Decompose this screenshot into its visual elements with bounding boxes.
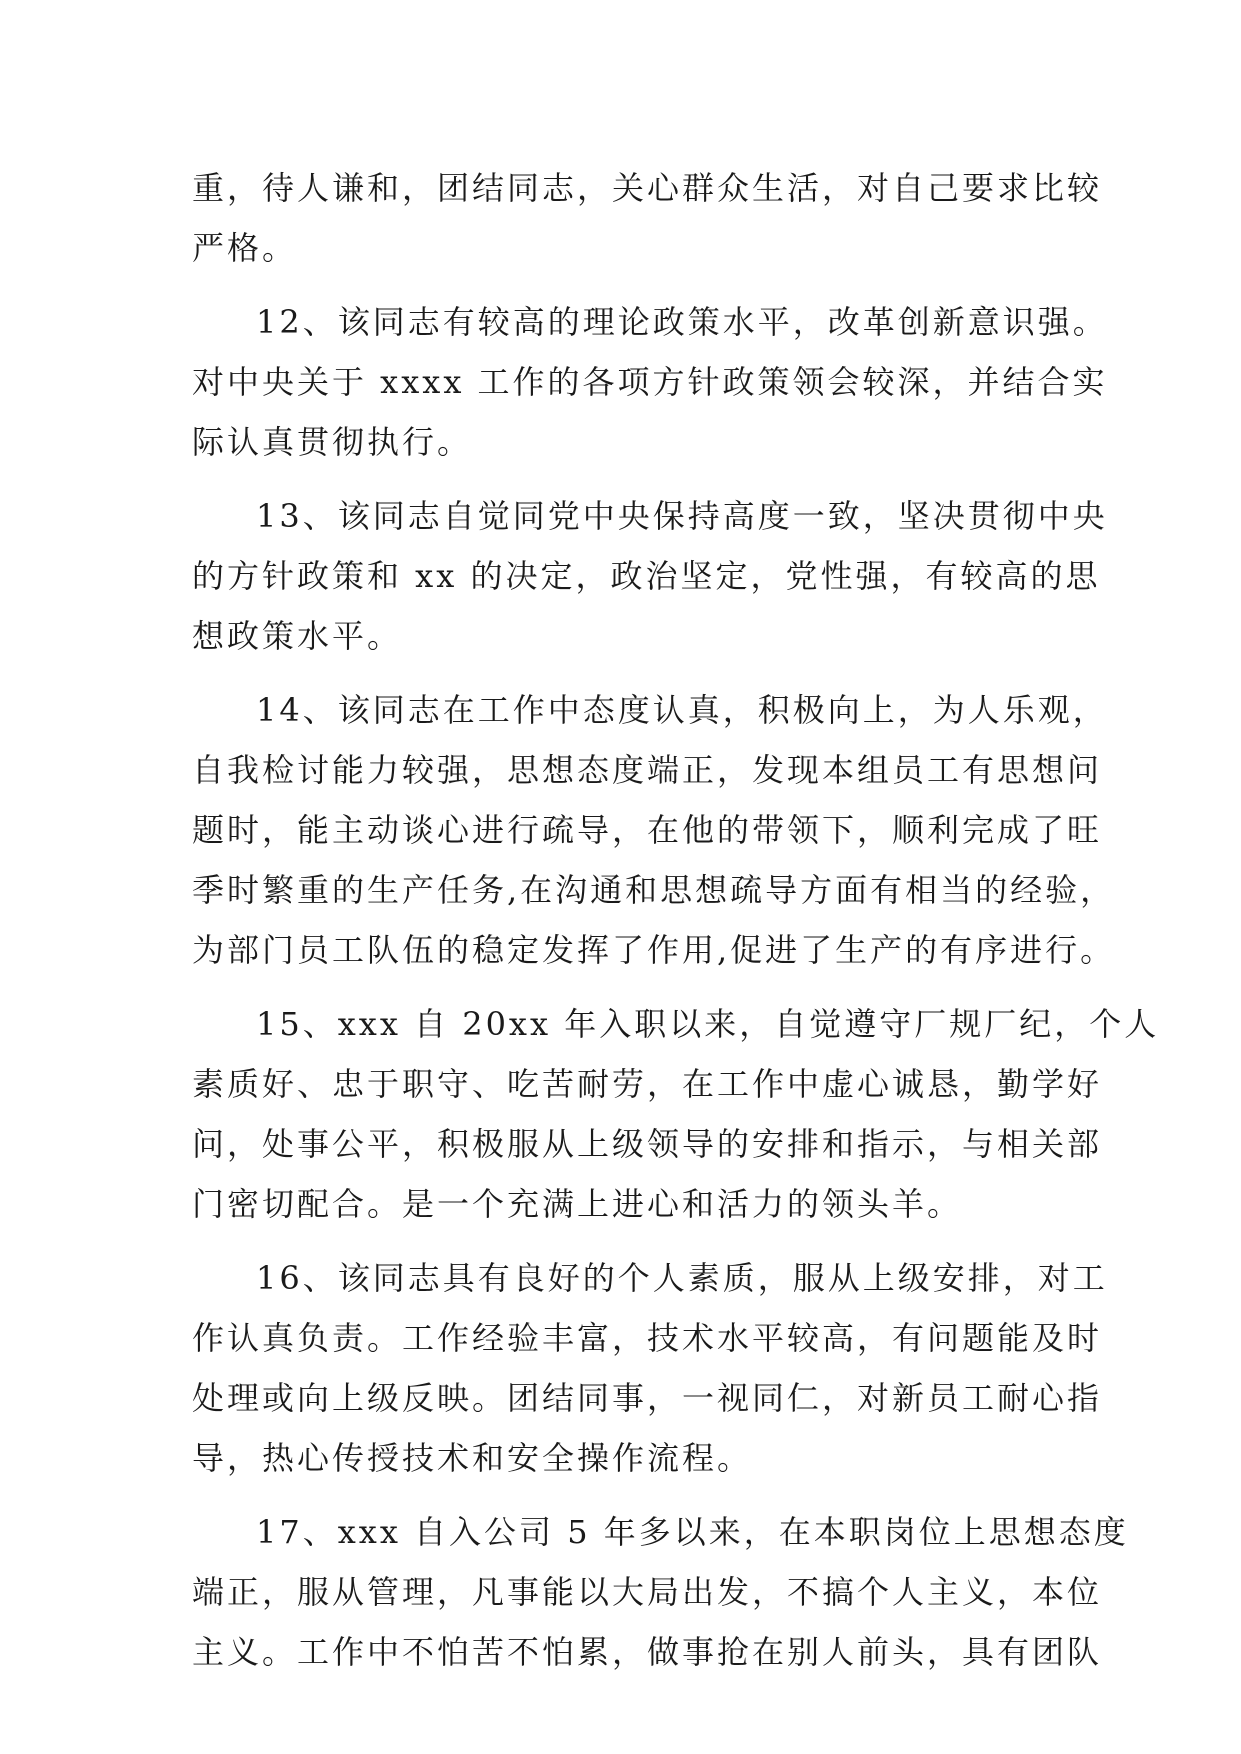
text-line: 处理或向上级反映。团结同事，一视同仁，对新员工耐心指: [192, 1379, 1103, 1417]
paragraph-17-start: 17、xxx 自入公司 5 年多以来，在本职岗位上思想态度: [256, 1513, 1129, 1551]
text-line: 严格。: [192, 229, 298, 267]
text-line: 对中央关于 xxxx 工作的各项方针政策领会较深，并结合实: [192, 363, 1108, 401]
text-line: 自我检讨能力较强，思想态度端正，发现本组员工有思想问: [192, 751, 1103, 789]
text-line: 题时，能主动谈心进行疏导，在他的带领下，顺利完成了旺: [192, 811, 1103, 849]
text-line: 门密切配合。是一个充满上进心和活力的领头羊。: [192, 1185, 963, 1223]
paragraph-12-start: 12、该同志有较高的理论政策水平，改革创新意识强。: [256, 303, 1108, 341]
paragraph-16-start: 16、该同志具有良好的个人素质，服从上级安排，对工: [256, 1259, 1108, 1297]
paragraph-15-start: 15、xxx 自 20xx 年入职以来，自觉遵守厂规厂纪，个人: [256, 1005, 1160, 1043]
document-body: [192, 158, 1160, 1682]
text-line: 际认真贯彻执行。: [192, 423, 473, 461]
text-line: 端正，服从管理，凡事能以大局出发，不搞个人主义，本位: [192, 1573, 1103, 1611]
text-line: 重，待人谦和，团结同志，关心群众生活，对自己要求比较: [192, 169, 1103, 207]
text-line: 素质好、忠于职守、吃苦耐劳，在工作中虚心诚恳，勤学好: [192, 1065, 1103, 1103]
paragraph-14-start: 14、该同志在工作中态度认真，积极向上，为人乐观，: [256, 691, 1108, 729]
text-line: 问，处事公平，积极服从上级领导的安排和指示，与相关部: [192, 1125, 1103, 1163]
text-line: 想政策水平。: [192, 617, 403, 655]
text-line: 主义。工作中不怕苦不怕累，做事抢在别人前头，具有团队: [192, 1633, 1103, 1671]
paragraph-13-start: 13、该同志自觉同党中央保持高度一致，坚决贯彻中央: [256, 497, 1108, 535]
text-line: 导，热心传授技术和安全操作流程。: [192, 1439, 753, 1477]
text-line: 作认真负责。工作经验丰富，技术水平较高，有问题能及时: [192, 1319, 1103, 1357]
text-line: 为部门员工队伍的稳定发挥了作用,促进了生产的有序进行。: [192, 931, 1116, 969]
text-line: 的方针政策和 xx 的决定，政治坚定，党性强，有较高的思: [192, 557, 1101, 595]
text-line: 季时繁重的生产任务,在沟通和思想疏导方面有相当的经验，: [192, 871, 1116, 909]
